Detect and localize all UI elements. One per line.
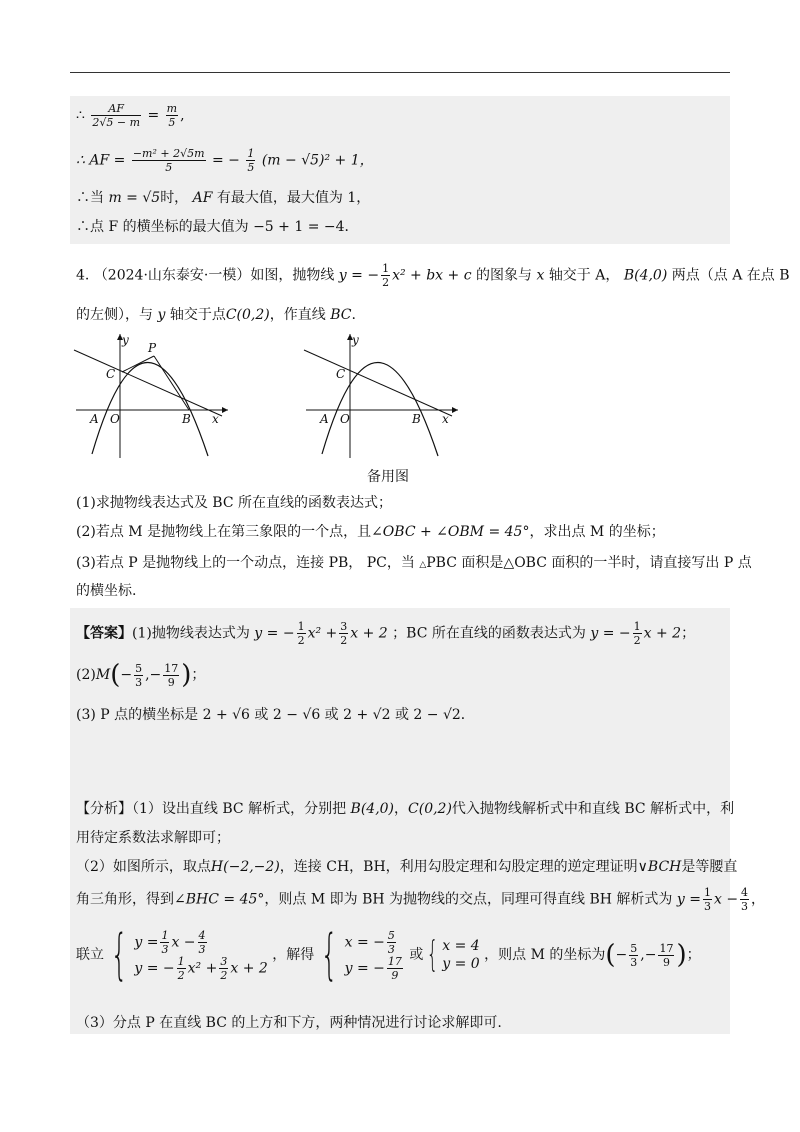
svg-text:x: x <box>442 412 449 426</box>
svg-text:C: C <box>336 367 346 381</box>
question-3-cont: 的横坐标. <box>76 583 137 599</box>
question-2: (2)若点 M 是抛物线上在第三象限的一个点，且∠OBC + ∠OBM = 45°，求出点 M 的坐标； <box>76 524 665 540</box>
figure-main <box>72 330 232 460</box>
analysis-2: （2）如图所示，取点H(−2,−2)，连接 CH，BH，利用勾股定理和勾股定理的逆定理证明∨BCH是等腰直 <box>76 859 738 875</box>
segment-pc <box>122 356 154 372</box>
svg-text:B: B <box>412 412 421 426</box>
problem-line-2: 的左侧），与 y 轴交于点C(0,2)，作直线 BC. <box>76 307 356 323</box>
svg-text:x: x <box>212 412 219 426</box>
analysis-3: 角三角形，得到∠BHC = 45°，则点 M 即为 BH 为抛物线的交点，同理可得直线 BH 解析式为 y = $\frac{1}{3}$ x − $\frac{4}{3}$ ， <box>76 886 766 913</box>
problem-line-1: 4. （2024·山东泰安·一模）如图，抛物线 y = − $\frac{1}{2}$ x² + bx + c 的图象与 x 轴交于 A， B(4,0) 两点（点 A 在点 B <box>76 262 790 289</box>
prev-line-3: ∴当 m = √5时， AF 有最大值，最大值为 1， <box>76 190 371 206</box>
svg-text:y: y <box>352 333 359 347</box>
x-axis-arrow <box>222 407 228 413</box>
prev-line-2: ∴ AF = $\frac{\text{−m² + 2√5m}}{5}$ = − $\frac{1}{5}$ (m − √5)² + 1， <box>76 147 374 174</box>
answer-2: (2)M(− $\frac{5}{3}$ ,− $\frac{17}{9}$ )； <box>76 660 206 690</box>
svg-text:y: y <box>122 333 129 347</box>
analysis-4: 联立 { y = $\frac{1}{3}$ x − $\frac{4}{3}$ y = − $\frac{1}{2}$ x² + $\frac{3}{2}$ x + 2 ，解得 { x = − $\frac{5}{3}$ y = − $\frac{17}{9}$ 或 { x = 4 y = 0 ，则点 M 的坐标为(− $\frac{5}{3}$ ,− $\frac{17}{9}$ )； <box>76 923 701 986</box>
svg-text:P: P <box>148 341 157 355</box>
question-1: (1)求抛物线表达式及 BC 所在直线的函数表达式； <box>76 495 392 511</box>
segment-pb <box>154 356 189 410</box>
x-axis-arrow-2 <box>452 407 458 413</box>
prev-line-4: ∴点 F 的横坐标的最大值为 −5 + 1 = −4． <box>76 219 359 235</box>
svg-text:C: C <box>106 367 116 381</box>
answer-3: (3) P 点的横坐标是 2 + √6 或 2 − √6 或 2 + √2 或 2 − √2． <box>76 707 475 723</box>
spare-figure-caption: 备用图 <box>367 469 409 485</box>
svg-text:B: B <box>182 412 191 426</box>
svg-text:A: A <box>90 412 99 426</box>
figure-spare <box>302 330 462 460</box>
analysis-5: （3）分点 P 在直线 BC 的上方和下方，两种情况进行讨论求解即可. <box>76 1015 502 1031</box>
svg-text:A: A <box>320 412 329 426</box>
line-bc-2 <box>304 350 452 416</box>
svg-text:O: O <box>110 412 120 426</box>
answer-1: 【答案】(1)抛物线表达式为 y = − $\frac{1}{2}$ x² + $\frac{3}{2}$ x + 2 ；BC 所在直线的函数表达式为 y = − $\frac{1}{2}$ x + 2； <box>76 620 696 647</box>
line-bc <box>74 350 222 416</box>
analysis-1: 【分析】（1）设出直线 BC 解析式，分别把 B(4,0)，C(0,2)代入抛物线解析式中和直线 BC 解析式中，利 <box>76 801 735 817</box>
question-3: (3)若点 P 是抛物线上的一个动点，连接 PB， PC，当 △PBC 面积是△OBC 面积的一半时，请直接写出 P 点 <box>76 555 752 571</box>
svg-text:O: O <box>340 412 350 426</box>
header-rule <box>70 72 730 73</box>
prev-line-1: ∴ $\frac{AF}{2√5 - m}$ = $\frac{m}{5}$ , <box>76 102 185 129</box>
analysis-1-cont: 用待定系数法求解即可； <box>76 830 230 846</box>
